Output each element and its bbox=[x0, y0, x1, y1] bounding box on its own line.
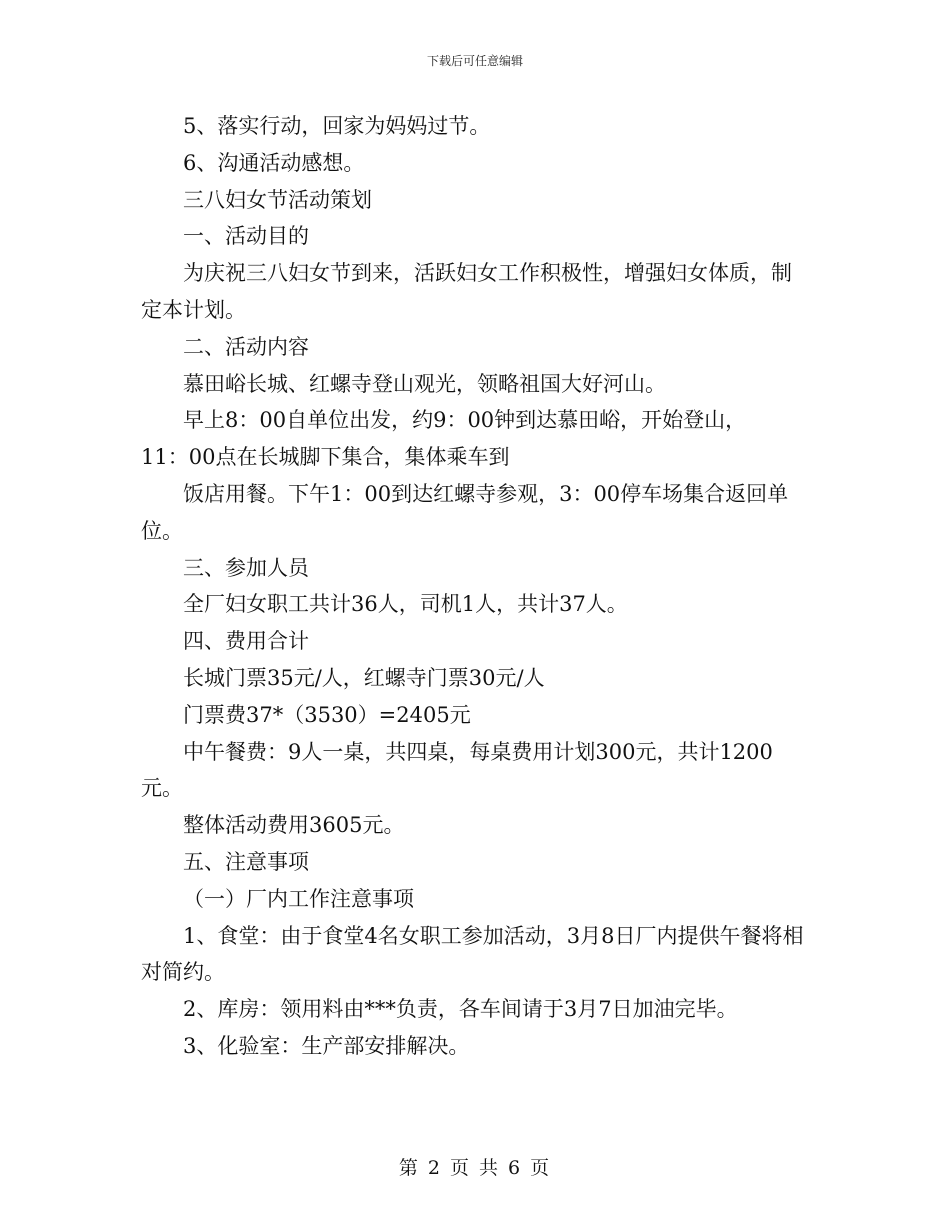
paragraph: 全厂妇女职工共计36人，司机1人，共计37人。 bbox=[183, 592, 628, 617]
page-number: 第 2 页 共 6 页 bbox=[398, 1157, 552, 1179]
subheading: （一）厂内工作注意事项 bbox=[183, 886, 414, 911]
paragraph: 慕田峪长城、红螺寺登山观光，领略祖国大好河山。 bbox=[183, 371, 666, 396]
paragraph: 2、库房：领用料由***负责，各车间请于3月7日加油完毕。 bbox=[183, 997, 738, 1022]
paragraph: 整体活动费用3605元。 bbox=[183, 813, 405, 838]
page-header: 下载后可任意编辑 bbox=[426, 54, 523, 68]
paragraph: 早上8：00自单位出发，约9：00钟到达慕田峪，开始登山， bbox=[183, 408, 747, 433]
paragraph: 11：00点在长城脚下集合，集体乘车到 bbox=[141, 445, 510, 470]
paragraph: 5、落实行动，回家为妈妈过节。 bbox=[183, 114, 491, 138]
heading: 四、费用合计 bbox=[183, 629, 309, 654]
heading: 二、活动内容 bbox=[183, 334, 309, 359]
heading: 一、活动目的 bbox=[183, 224, 309, 249]
heading: 三、参加人员 bbox=[183, 555, 309, 580]
paragraph: 中午餐费：9人一桌，共四桌，每桌费用计划300元，共计1200元。 bbox=[141, 739, 773, 801]
paragraph: 6、沟通活动感想。 bbox=[183, 150, 365, 175]
paragraph: 门票费37*（3530）=2405元 bbox=[183, 702, 471, 727]
section-title: 三八妇女节活动策划 bbox=[183, 187, 372, 212]
heading: 五、注意事项 bbox=[183, 849, 309, 874]
paragraph: 1、食堂：由于食堂4名女职工参加活动，3月8日厂内提供午餐将相对简约。 bbox=[141, 923, 804, 985]
paragraph: 长城门票35元/人，红螺寺门票30元/人 bbox=[183, 665, 545, 690]
paragraph: 为庆祝三八妇女节到来，活跃妇女工作积极性，增强妇女体质，制定本计划。 bbox=[141, 261, 792, 322]
document-body bbox=[141, 108, 811, 1065]
paragraph: 饭店用餐。下午1：00到达红螺寺参观，3：00停车场集合返回单位。 bbox=[141, 481, 789, 543]
paragraph: 3、化验室：生产部安排解决。 bbox=[183, 1033, 470, 1058]
